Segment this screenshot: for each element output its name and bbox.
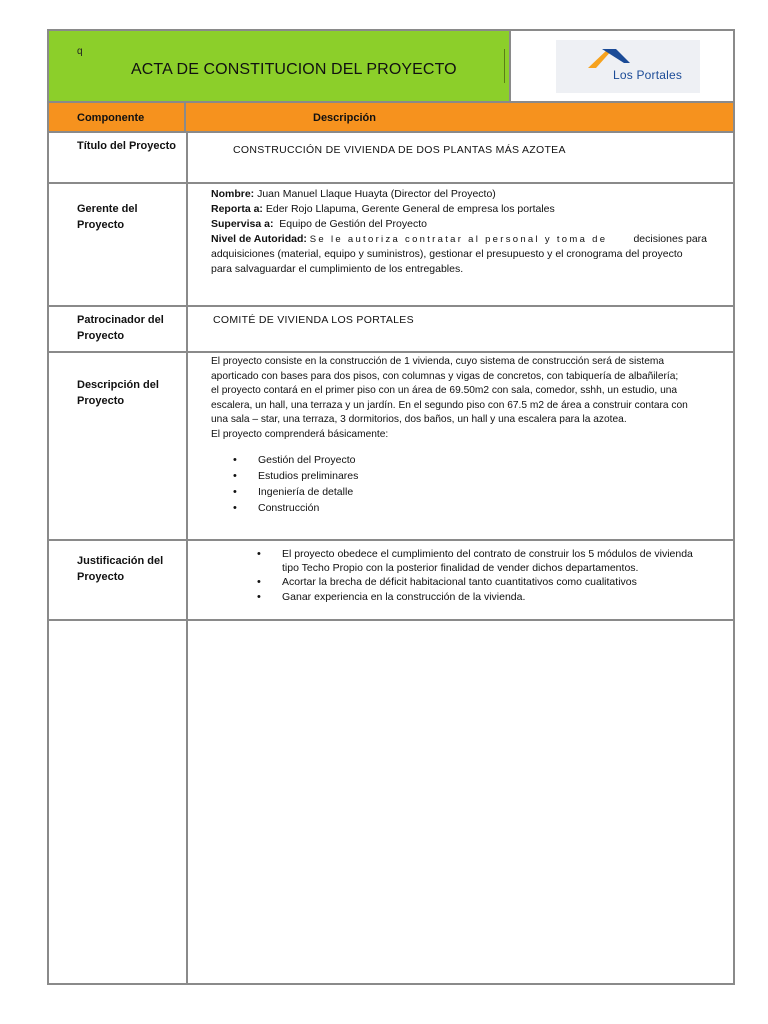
list-item: • Ingeniería de detalle: [233, 484, 358, 500]
justificacion-item-1a: • El proyecto obedece el cumplimiento del contrato de construir los 5 módulos de vivienda: [282, 548, 693, 560]
supervisa-key: Supervisa a:: [211, 218, 274, 230]
row-divider: [49, 351, 733, 353]
banner-divider: [504, 49, 505, 83]
value-descripcion: [211, 355, 711, 442]
list-item: • Gestión del Proyecto: [233, 452, 358, 468]
nombre-key: Nombre:: [211, 188, 255, 200]
logo-text: Los Portales: [613, 68, 683, 82]
empty-row: [49, 621, 733, 983]
justificacion-item-1b: tipo Techo Propio con la posterior finalidad de vender dichos departamentos.: [282, 562, 639, 574]
marker-text: q: [77, 46, 83, 57]
label-titulo: Título del Proyecto: [77, 140, 177, 152]
logo-area: [511, 31, 733, 101]
title-banner: [49, 31, 511, 101]
label-patrocinador: Patrocinador del Proyecto: [77, 314, 164, 342]
reporta-key: Reporta a:: [211, 203, 263, 215]
descripcion-line: una sala – star, una terraza, 3 dormitorios, dos baños, un hall y una escalera para la azotea.: [211, 414, 627, 425]
list-item: • Construcción: [233, 500, 358, 516]
document-title: ACTA DE CONSTITUCION DEL PROYECTO: [131, 61, 457, 78]
list-item: • Acortar la brecha de déficit habitacional tanto cuantitativos como cualitativos: [257, 575, 727, 590]
row-divider: [49, 182, 733, 184]
descripcion-line: aporticado con bases para dos pisos, con columnas y vigas de concretos, con tabiquería de albañilería;: [211, 370, 679, 382]
row-divider: [49, 539, 733, 541]
nivel-line-2: adquisiciones (material, equipo y suministros), gestionar el presupuesto y el cronograma del proyecto: [211, 248, 683, 260]
reporta-value: Eder Rojo Llapuma, Gerente General de empresa los portales: [265, 203, 555, 215]
nombre-value: Juan Manuel Llaque Huayta (Director del Proyecto): [257, 188, 496, 200]
descripcion-line: El proyecto comprenderá básicamente:: [211, 428, 389, 440]
descripcion-line: El proyecto consiste en la construcción de 1 vivienda, cuyo sistema de construcción será de sistema: [211, 356, 665, 367]
justificacion-list: [257, 547, 727, 605]
row-divider: [49, 305, 733, 307]
list-item: [257, 547, 727, 575]
column-header-description: Descripción: [313, 112, 376, 124]
value-gerente: [211, 187, 707, 277]
descripcion-list: [233, 452, 358, 516]
descripcion-line: el proyecto contará en el primer piso con un área de 69.50m2 con sala, comedor, sshh, un estudio, una: [211, 385, 678, 396]
label-descripcion: Descripción del Proyecto: [77, 379, 159, 407]
descripcion-line: escalera, un hall, una terraza y un jardín. En el segundo piso con 67.5 m2 de área a construir contara con: [211, 399, 688, 411]
list-item: • Ganar experiencia en la construcción de la vivienda.: [257, 590, 727, 605]
nivel-value-1: Se le autoriza contratar al personal y toma de: [309, 234, 608, 245]
column-header-component: Componente: [77, 112, 145, 124]
nivel-line-3: para salvaguardar el cumplimiento de los entregables.: [211, 263, 464, 275]
value-titulo: CONSTRUCCIÓN DE VIVIENDA DE DOS PLANTAS MÁS AZOTEA: [233, 144, 566, 156]
supervisa-value: Equipo de Gestión del Proyecto: [279, 218, 427, 230]
charter-document: [47, 29, 735, 985]
label-justificacion: Justificación del Proyecto: [77, 555, 164, 583]
nivel-key: Nivel de Autoridad:: [211, 233, 307, 245]
list-item: • Estudios preliminares: [233, 468, 358, 484]
los-portales-logo: [556, 40, 700, 93]
column-header-row: [49, 101, 733, 133]
value-patrocinador: COMITÉ DE VIVIENDA LOS PORTALES: [213, 314, 414, 326]
nivel-value-2: decisiones para: [633, 233, 707, 245]
label-gerente: Gerente del Proyecto: [77, 203, 138, 231]
